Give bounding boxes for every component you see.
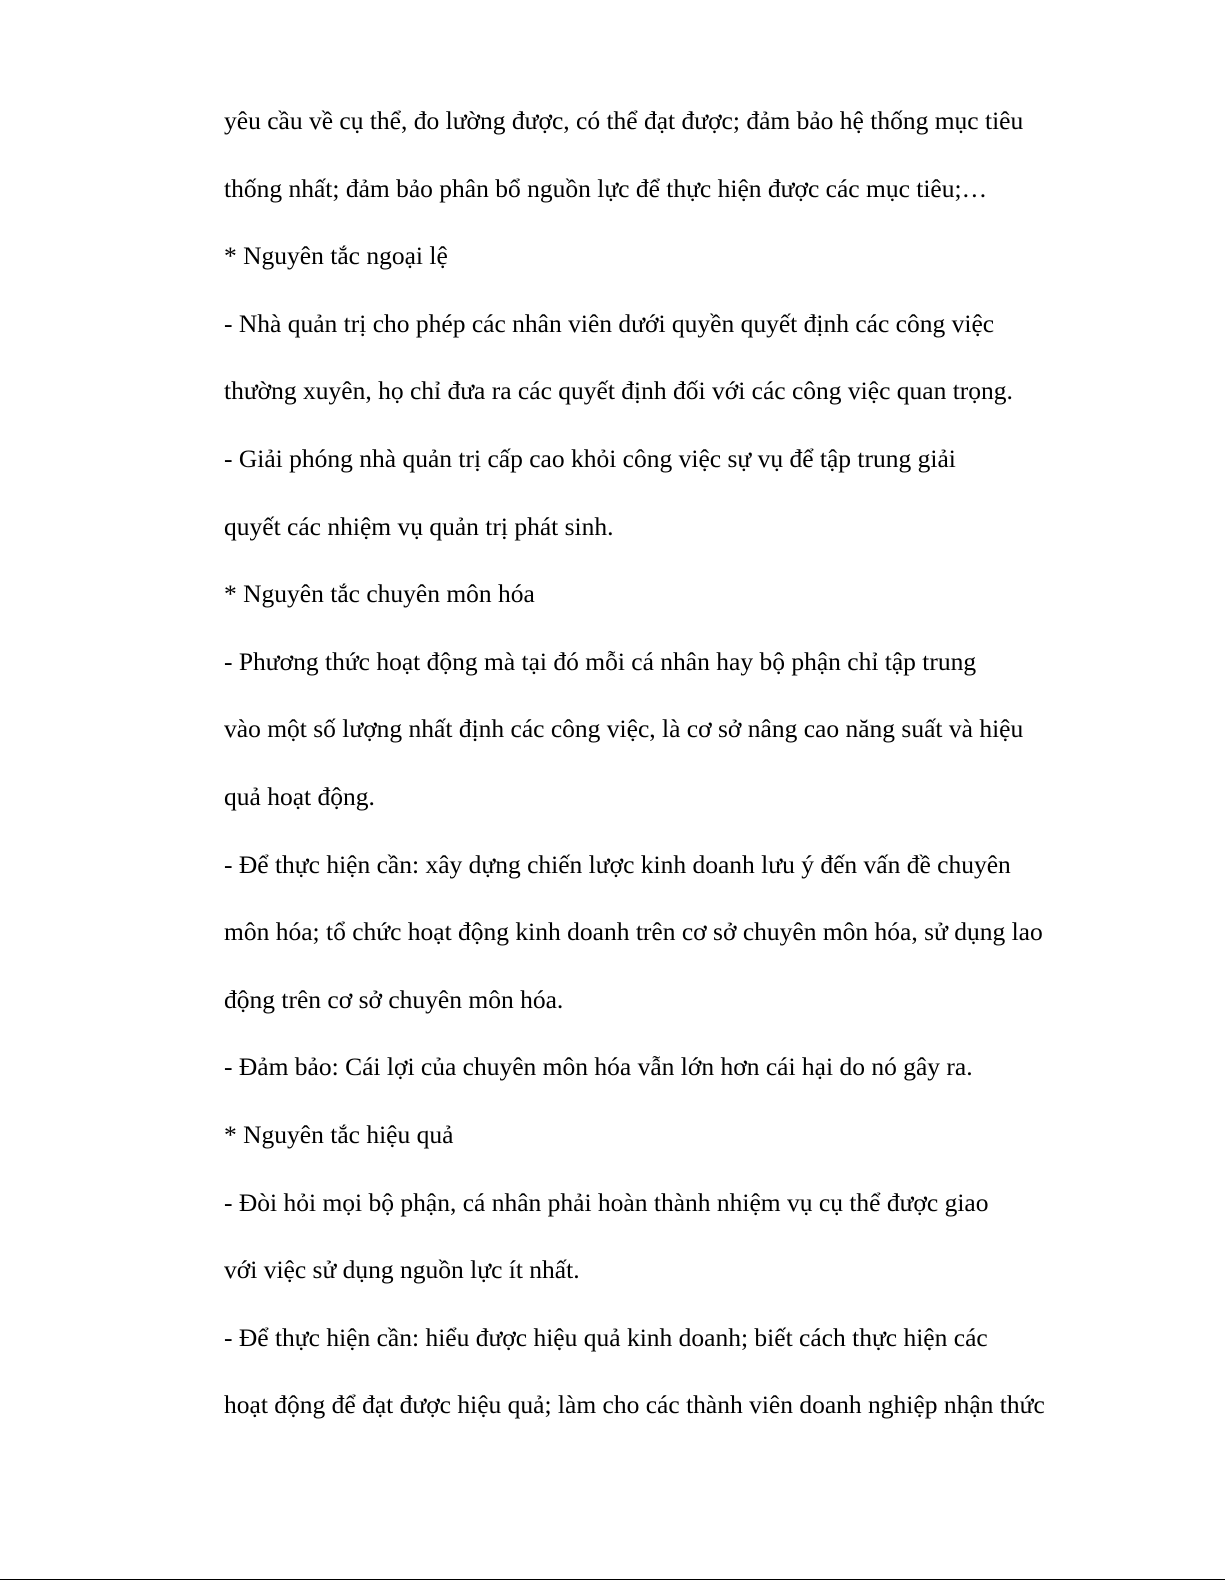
text-line: môn hóa; tổ chức hoạt động kinh doanh trên cơ sở chuyên môn hóa, sử dụng lao [224, 917, 1043, 947]
text-line: hoạt động để đạt được hiệu quả; làm cho các thành viên doanh nghiệp nhận thức [224, 1390, 1045, 1420]
text-line: - Đảm bảo: Cái lợi của chuyên môn hóa vẫn lớn hơn cái hại do nó gây ra. [224, 1052, 973, 1082]
text-line: - Để thực hiện cần: hiểu được hiệu quả kinh doanh; biết cách thực hiện các [224, 1322, 988, 1352]
text-line: thường xuyên, họ chỉ đưa ra các quyết định đối với các công việc quan trọng. [224, 376, 1013, 406]
text-line: quyết các nhiệm vụ quản trị phát sinh. [224, 511, 614, 541]
text-line: - Giải phóng nhà quản trị cấp cao khỏi công việc sự vụ để tập trung giải [224, 443, 956, 473]
text-line: thống nhất; đảm bảo phân bổ nguồn lực để thực hiện được các mục tiêu;… [224, 173, 988, 203]
text-line: yêu cầu về cụ thể, đo lường được, có thể đạt được; đảm bảo hệ thống mục tiêu [224, 106, 1024, 135]
document-body [224, 100, 1084, 1452]
text-line: với việc sử dụng nguồn lực ít nhất. [224, 1255, 580, 1285]
text-line: quả hoạt động. [224, 781, 375, 811]
text-line: động trên cơ sở chuyên môn hóa. [224, 984, 564, 1014]
text-line: - Nhà quản trị cho phép các nhân viên dưới quyền quyết định các công việc [224, 308, 995, 338]
text-line: - Phương thức hoạt động mà tại đó mỗi cá nhân hay bộ phận chỉ tập trung [224, 646, 977, 676]
section-heading: * Nguyên tắc hiệu quả [224, 1119, 454, 1149]
text-line: vào một số lượng nhất định các công việc, là cơ sở nâng cao năng suất và hiệu [224, 714, 1024, 744]
page-bottom-border [0, 1579, 1225, 1580]
text-line: - Đòi hỏi mọi bộ phận, cá nhân phải hoàn thành nhiệm vụ cụ thể được giao [224, 1187, 989, 1217]
text-line: - Để thực hiện cần: xây dựng chiến lược kinh doanh lưu ý đến vấn đề chuyên [224, 849, 1011, 879]
section-heading: * Nguyên tắc ngoại lệ [224, 241, 448, 271]
section-heading: * Nguyên tắc chuyên môn hóa [224, 579, 535, 609]
